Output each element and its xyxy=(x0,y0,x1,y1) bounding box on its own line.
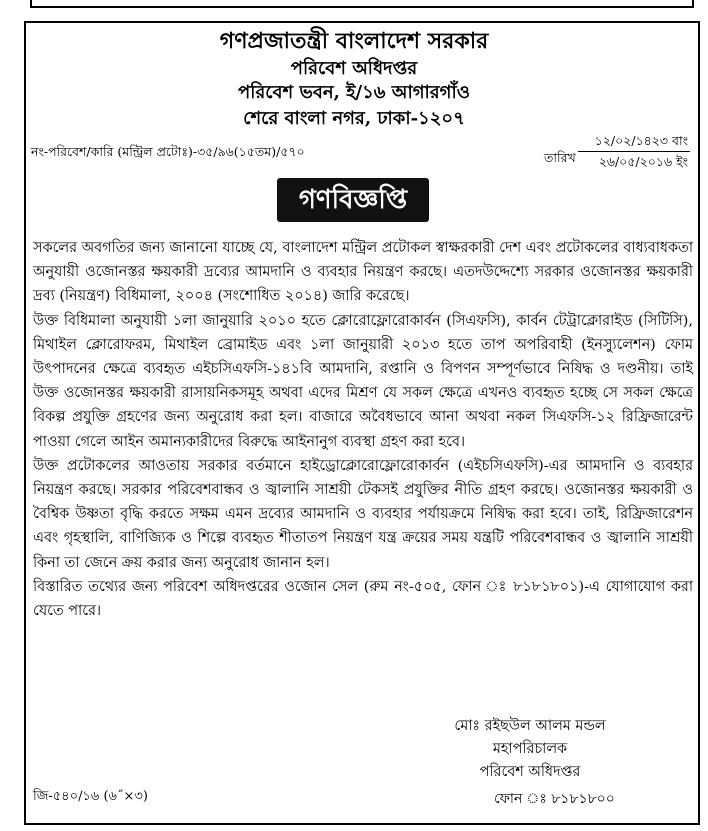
government-title: গণপ্রজাতন্ত্রী বাংলাদেশ সরকার xyxy=(219,28,489,54)
body-paragraph: উক্ত প্রটোকলের আওতায় সরকার বর্তমানে হাইড্রোক্লোরোফ্লোরোকার্বন (এইচসিএফসি)-এর আমদানি ও ব্যবহার নিয়ন্ত্রণ করছে। সরকার পরিবেশবান্ধব ও জ্বালানি সাশ্রয়ী টেকসই প্রযুক্তির নীতি গ্রহণ করছে। ওজোনস্তর ক্ষয়কারী ও বৈশ্বিক উষ্ণতা বৃদ্ধি করতে সক্ষম এমন দ্রব্যের আমদানি ও ব্যবহার পর্যায়ক্রমে নিষিদ্ধ করা হবে। তাই, রিফ্রিজারেশন এবং গৃহস্থালি, বাণিজ্যিক ও শিল্পে ব্যবহৃত শীতাতপ নিয়ন্ত্রণ যন্ত্র ক্রয়ের সময় যন্ত্রটি পরিবেশবান্ধব ও জ্বালানি সাশ্রয়ী কিনা তা জেনে ক্রয় করার জন্য অনুরোধ জানান হল। xyxy=(33,457,693,571)
signatory-title: মহাপরিচালক xyxy=(492,741,568,757)
body-paragraph: বিস্তারিত তথ্যের জন্য পরিবেশ অধিদপ্তরের ওজোন সেল (রুম নং-৫০৫, ফোন ঃ ৮১৮১৮০১)-এ যোগাযোগ করা যেতে পারে। xyxy=(33,578,693,620)
date-block xyxy=(578,131,690,172)
address-line-2: শেরে বাংলা নগর, ঢাকা-১২০৭ xyxy=(243,108,465,129)
date-label: তারিখ xyxy=(544,150,576,165)
signatory-name: মোঃ রইছউল আলম মন্ডল xyxy=(454,718,606,734)
footer-code: জি-৫৪০/১৬ (৬˝×৩) xyxy=(33,789,148,804)
reference-number: নং-পরিবেশ/কারি (মন্ট্রিল প্রটোঃ)-৩৫/৯৬(১৫তম)/৫৭০ xyxy=(31,144,305,159)
public-notice-banner: গণবিজ্ঞপ্তি xyxy=(277,178,429,222)
body-paragraph: উক্ত বিধিমালা অনুযায়ী ১লা জানুয়ারি ২০১০ হতে ক্লোরোফ্লোরোকার্বন (সিএফসি), কার্বন টেট্রাক্লোরাইড (সিটিসি), মিথাইল ক্লোরোফরম, মিথাইল ব্রোমাইড এবং ১লা জানুয়ারী ২০১৩ হতে তাপ অপরিবাহী (ইনস্যুলেশন) ফোম উৎপাদনের ক্ষেত্রে ব্যবহৃত এইচসিএফসি-১৪১বি আমদানি, রপ্তানি ও বিপণন সম্পূর্ণভাবে নিষিদ্ধ ও দণ্ডনীয়। তাই উক্ত ওজোনস্তর ক্ষয়কারী রাসায়নিকসমূহ অথবা এদের মিশ্রণ যে সকল ক্ষেত্রে এখনও ব্যবহৃত হচ্ছে সে সকল ক্ষেত্রে বিকল্প প্রযুক্তি গ্রহণের জন্য অনুরোধ করা হল। বাজারে অবৈধভাবে আনা অথবা নকল সিএফসি-১২ রিফ্রিজারেন্ট পাওয়া গেলে আইন অমান্যকারীদের বিরুদ্ধে আইনানুগ ব্যবস্থা গ্রহণ করা হবে। xyxy=(33,312,693,450)
date-english: ২৬/০৫/২০১৬ ইং xyxy=(598,154,688,169)
signature-block xyxy=(420,715,640,784)
address-line-1: পরিবেশ ভবন, ই/১৬ আগারগাঁও xyxy=(238,82,470,103)
date-bangla: ১২/০২/১৪২৩ বাং xyxy=(578,131,690,152)
department-name: পরিবেশ অধিদপ্তর xyxy=(290,58,418,79)
top-border-rule xyxy=(30,0,694,8)
signatory-phone: ফোন ঃ ৮১৮১৮০০ xyxy=(494,791,615,807)
signatory-office: পরিবেশ অধিদপ্তর xyxy=(479,764,581,780)
body-paragraph: সকলের অবগতির জন্য জানানো যাচ্ছে যে, বাংলাদেশ মন্ট্রিল প্রটোকল স্বাক্ষরকারী দেশ এবং প্রটোকলের বাধ্যবাধকতা অনুযায়ী ওজোনস্তর ক্ষয়কারী দ্রব্যের আমদানি ও ব্যবহার নিয়ন্ত্রণ করছে। এতদউদ্দেশ্যে সরকার ওজোনস্তর ক্ষয়কারী দ্রব্য (নিয়ন্ত্রণ) বিধিমালা, ২০০৪ (সংশোধিত ২০১৪) জারি করেছে। xyxy=(33,240,693,305)
notice-body xyxy=(33,236,693,623)
